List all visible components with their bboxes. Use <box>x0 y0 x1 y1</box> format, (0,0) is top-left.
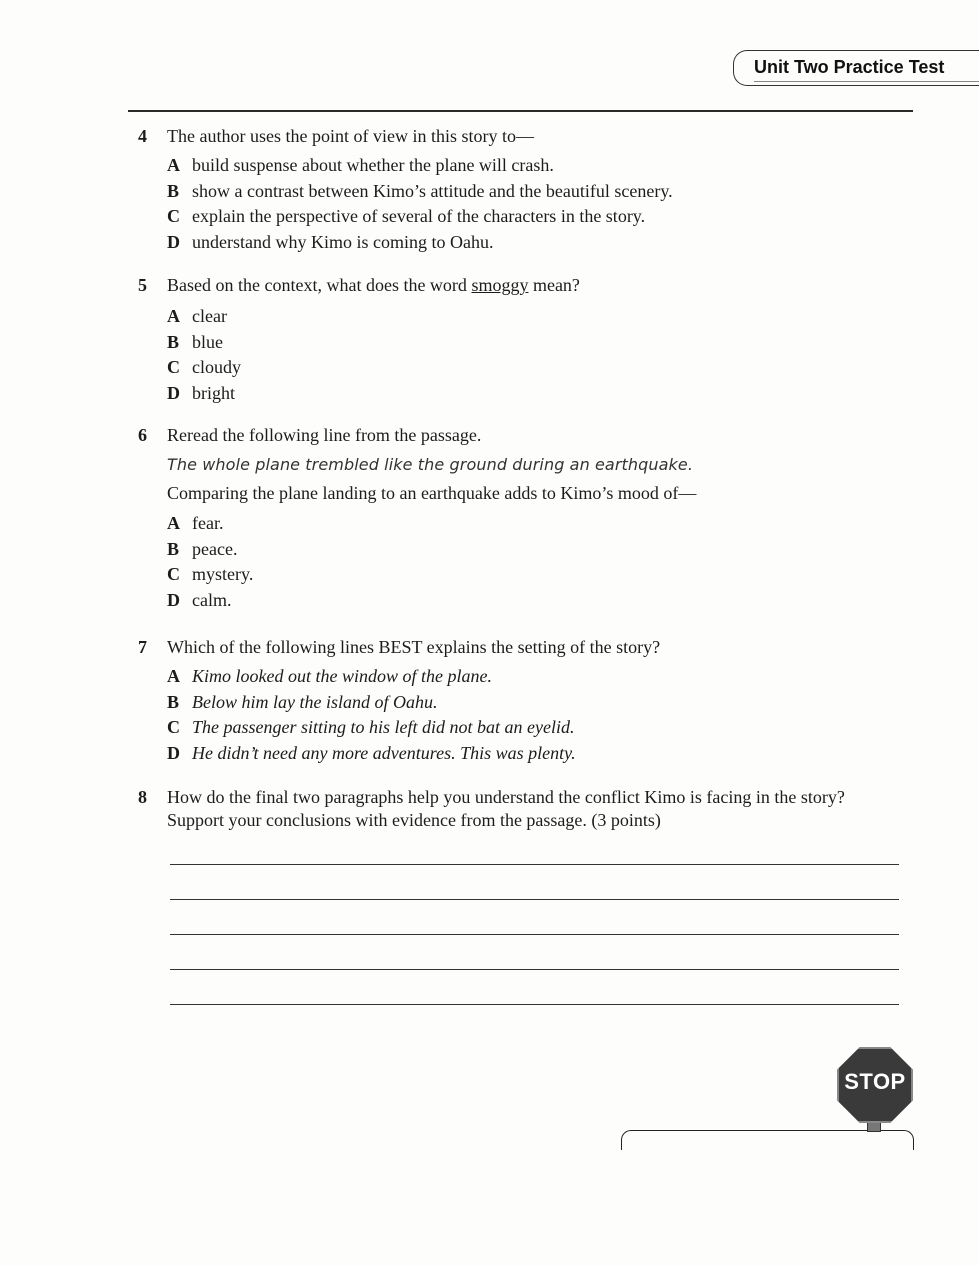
option-letter: D <box>167 743 180 764</box>
option-c[interactable] <box>167 355 898 381</box>
question-number: 6 <box>138 425 147 445</box>
option-d[interactable] <box>167 381 898 407</box>
option-letter: B <box>167 538 180 559</box>
stop-base-bracket <box>621 1130 914 1150</box>
stop-sign-post <box>867 1122 881 1132</box>
option-b[interactable] <box>167 690 898 716</box>
question-5 <box>138 274 898 407</box>
question-text: How do the final two paragraphs help you understand the conflict Kimo is facing in the story? Support your conclusions with evidence from the passage. (3 points) <box>167 787 845 830</box>
option-text: Below him lay the island of Oahu. <box>192 691 438 712</box>
question-text: The author uses the point of view in this story to— <box>167 126 534 146</box>
option-text: build suspense about whether the plane will crash. <box>192 155 554 175</box>
option-letter: C <box>167 717 180 738</box>
question-number: 4 <box>138 126 147 146</box>
option-c[interactable] <box>167 562 898 588</box>
question-text: Based on the context, what does the word smoggy mean? <box>167 275 580 295</box>
question-4 <box>138 125 898 256</box>
question-text: Which of the following lines BEST explains the setting of the story? <box>167 637 661 657</box>
option-a[interactable] <box>167 153 898 179</box>
option-text: peace. <box>192 538 238 559</box>
option-letter: A <box>167 155 180 175</box>
unit-title: Unit Two Practice Test <box>754 57 945 77</box>
option-text: show a contrast between Kimo’s attitude and the beautiful scenery. <box>192 180 673 201</box>
answer-line[interactable] <box>170 1004 899 1005</box>
option-d[interactable] <box>167 741 898 767</box>
option-b[interactable] <box>167 330 898 356</box>
header-rule <box>128 110 913 112</box>
question-8 <box>138 786 888 832</box>
question-number: 5 <box>138 275 147 295</box>
question-prompt: Comparing the plane landing to an earthquake adds to Kimo’s mood of— <box>167 483 697 503</box>
answer-line[interactable] <box>170 864 899 865</box>
option-letter: D <box>167 232 180 253</box>
question-text: Reread the following line from the passage. <box>167 425 482 445</box>
option-text: blue <box>192 331 223 352</box>
option-letter: A <box>167 666 180 686</box>
option-letter: C <box>167 564 180 585</box>
option-b[interactable] <box>167 179 898 205</box>
option-a[interactable] <box>167 304 898 330</box>
option-text: calm. <box>192 590 232 611</box>
answer-line[interactable] <box>170 969 899 970</box>
option-letter: B <box>167 691 180 712</box>
option-text: clear <box>192 306 227 326</box>
option-a[interactable] <box>167 664 898 690</box>
option-letter: B <box>167 331 180 352</box>
option-a[interactable] <box>167 511 898 537</box>
question-number: 7 <box>138 637 147 657</box>
vocab-word: smoggy <box>471 275 529 295</box>
question-6 <box>138 424 898 614</box>
option-text: fear. <box>192 513 224 533</box>
answer-line[interactable] <box>170 899 899 900</box>
option-text: explain the perspective of several of the characters in the story. <box>192 206 646 227</box>
option-letter: A <box>167 513 180 533</box>
option-b[interactable] <box>167 537 898 563</box>
question-number: 8 <box>138 787 147 807</box>
option-text: understand why Kimo is coming to Oahu. <box>192 232 494 253</box>
option-c[interactable] <box>167 204 898 230</box>
option-d[interactable] <box>167 230 898 256</box>
option-letter: C <box>167 357 180 378</box>
option-text: cloudy <box>192 357 241 378</box>
option-letter: C <box>167 206 180 227</box>
stop-sign-label: STOP <box>844 1069 906 1094</box>
option-text: Kimo looked out the window of the plane. <box>192 666 492 686</box>
option-text: The passenger sitting to his left did not bat an eyelid. <box>192 717 575 738</box>
option-letter: A <box>167 306 180 326</box>
option-letter: D <box>167 383 180 404</box>
question-7 <box>138 636 898 767</box>
option-letter: D <box>167 590 180 611</box>
option-c[interactable] <box>167 715 898 741</box>
option-text: mystery. <box>192 564 254 585</box>
answer-line[interactable] <box>170 934 899 935</box>
unit-header-tab <box>733 50 979 86</box>
option-letter: B <box>167 180 180 201</box>
option-d[interactable] <box>167 588 898 614</box>
option-text: bright <box>192 383 235 404</box>
passage-quote: The whole plane trembled like the ground during an earthquake. <box>167 455 694 474</box>
option-text: He didn’t need any more adventures. This was plenty. <box>192 743 576 764</box>
